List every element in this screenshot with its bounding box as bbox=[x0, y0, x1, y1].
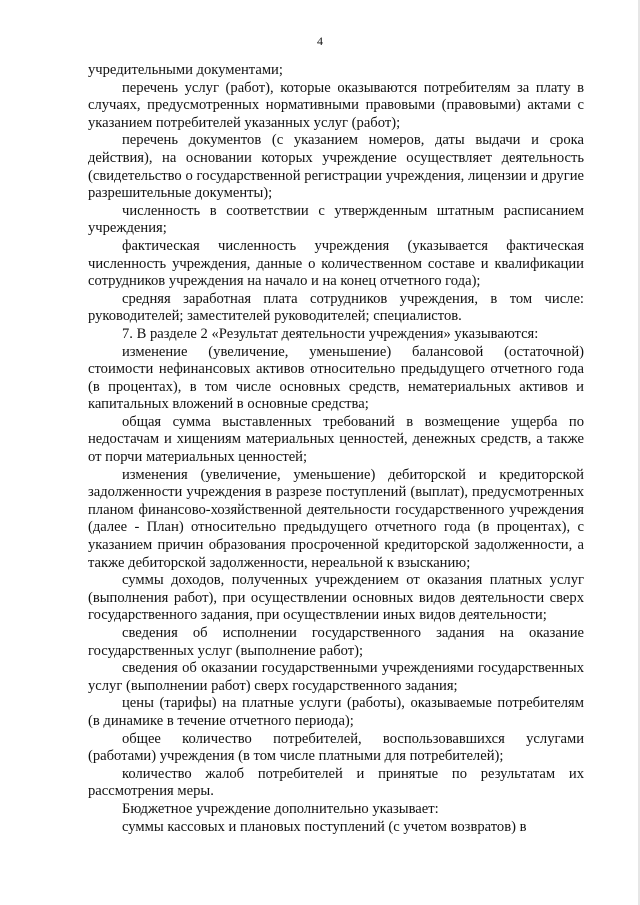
section-heading-paragraph: 7. В разделе 2 «Результат деятельности учреждения» указываются: bbox=[122, 325, 539, 342]
paragraph: общая сумма выставленных требований в возмещение ущерба по недостачам и хищениям материальных ценностей, денежных средств, а также от порчи материальных ценностей; bbox=[88, 413, 584, 466]
paragraph: цены (тарифы) на платные услуги (работы), оказываемые потребителям (в динамике в течение отчетного периода); bbox=[88, 695, 584, 729]
paragraph: изменения (увеличение, уменьшение) дебиторской и кредиторской задолженности учреждения в разрезе поступлений (выплат), предусмотренных планом финансово-хозяйственной деятельности государственного учреждения (далее - План) относительно предыдущего отчетного года (в процентах), с указанием причин образования просроченной кредиторской задолженности, а также дебиторской задолженности, нереальной к взысканию; bbox=[88, 466, 584, 571]
paragraph: средняя заработная плата сотрудников учреждения, в том числе: руководителей; заместителей руководителей; специалистов. bbox=[88, 290, 584, 325]
paragraph: суммы доходов, полученных учреждением от оказания платных услуг (выполнения работ), при осуществлении основных видов деятельности сверх государственного задания, при осуществлении иных видов деятельности; bbox=[88, 572, 584, 624]
paragraph: сведения об оказании государственными учреждениями государственных услуг (выполнении работ) сверх государственного задания; bbox=[88, 660, 584, 694]
paragraph: общее количество потребителей, воспользовавшихся услугами (работами) учреждения (в том числе платными для потребителей); bbox=[88, 730, 584, 765]
paragraph: количество жалоб потребителей и принятые по результатам их рассмотрения меры. bbox=[88, 765, 584, 800]
paragraph: перечень услуг (работ), которые оказываются потребителям за плату в случаях, предусмотренных нормативными правовыми (правовыми) актами с указанием потребителей указанных услуг (работ); bbox=[88, 79, 584, 131]
paragraph: перечень документов (с указанием номеров, даты выдачи и срока действия), на основании которых учреждение осуществляет деятельность (свидетельство о государственной регистрации учреждения, лицензии и другие разрешительные документы); bbox=[88, 132, 584, 202]
paragraph: суммы кассовых и плановых поступлений (с учетом возвратов) в bbox=[122, 818, 527, 835]
paragraph: изменение (увеличение, уменьшение) балансовой (остаточной) стоимости нефинансовых активов относительно предыдущего отчетного года (в процентах), в том числе основных средств, нематериальных активов и капитальных вложений в основные средства; bbox=[88, 343, 584, 413]
paragraph: фактическая численность учреждения (указывается фактическая численность учреждения, данные о количественном составе и квалификации сотрудников учреждения на начало и на конец отчетного года); bbox=[88, 237, 584, 290]
paragraph: численность в соответствии с утвержденным штатным расписанием учреждения; bbox=[88, 202, 584, 237]
paragraph: сведения об исполнении государственного задания на оказание государственных услуг (выполнение работ); bbox=[88, 625, 584, 659]
paragraph: учредительными документами; bbox=[88, 62, 283, 78]
paragraph: Бюджетное учреждение дополнительно указывает: bbox=[122, 800, 439, 817]
page-number: 4 bbox=[317, 34, 323, 48]
body-text bbox=[88, 62, 584, 836]
